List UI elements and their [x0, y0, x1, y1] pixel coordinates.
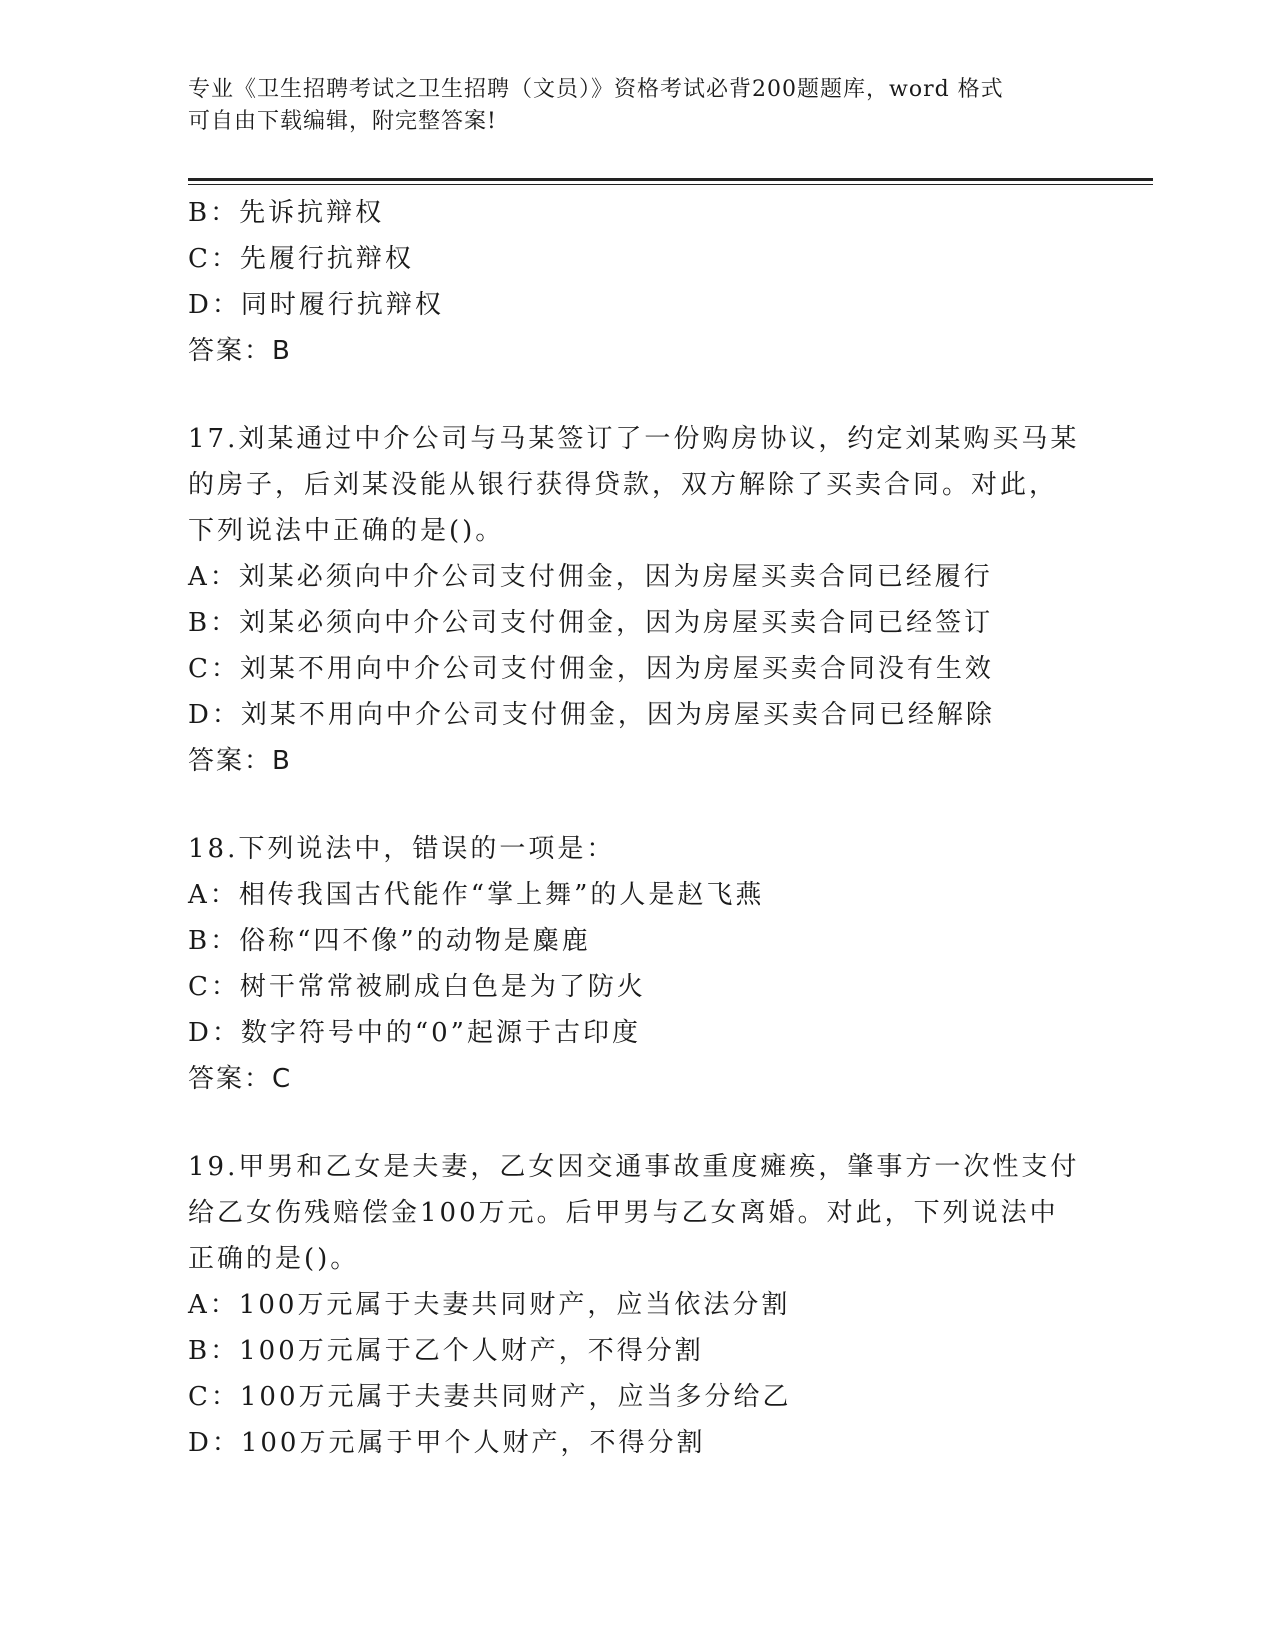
- question-stem-line: 下列说法中正确的是()。: [188, 516, 505, 546]
- question-stem-line: 17.刘某通过中介公司与马某签订了一份购房协议，约定刘某购买马某: [188, 424, 1080, 454]
- option-b: B：100万元属于乙个人财产，不得分割: [188, 1336, 704, 1366]
- question-list: [188, 190, 1088, 1466]
- header-rule-thin: [188, 184, 1153, 185]
- option-c: C：先履行抗辩权: [188, 244, 414, 274]
- option-c: C：100万元属于夫妻共同财产，应当多分给乙: [188, 1382, 792, 1412]
- option-c: C：刘某不用向中介公司支付佣金，因为房屋买卖合同没有生效: [188, 654, 994, 684]
- option-c: C：树干常常被刷成白色是为了防火: [188, 972, 646, 1002]
- option-d: D：刘某不用向中介公司支付佣金，因为房屋买卖合同已经解除: [188, 700, 995, 730]
- question-stem-line: 的房子，后刘某没能从银行获得贷款，双方解除了买卖合同。对此，: [188, 470, 1059, 500]
- option-b: B：俗称“四不像”的动物是麋鹿: [188, 926, 591, 956]
- spacer: [188, 1102, 1088, 1144]
- option-b: B：刘某必须向中介公司支付佣金，因为房屋买卖合同已经签订: [188, 608, 994, 638]
- option-d: D：同时履行抗辩权: [188, 290, 444, 320]
- question-16: [188, 190, 1088, 374]
- option-d: D：100万元属于甲个人财产，不得分割: [188, 1428, 706, 1458]
- spacer: [188, 784, 1088, 826]
- header-rule-thick: [188, 178, 1153, 181]
- question-stem-line: 18.下列说法中，错误的一项是：: [188, 834, 616, 864]
- answer: 答案：C: [188, 1064, 293, 1094]
- spacer: [188, 374, 1088, 416]
- document-header: [188, 74, 1088, 138]
- header-title-line-2: 可自由下载编辑，附完整答案!: [188, 109, 497, 134]
- question-stem-line: 19.甲男和乙女是夫妻，乙女因交通事故重度瘫痪，肇事方一次性支付: [188, 1152, 1080, 1182]
- question-19: [188, 1144, 1088, 1466]
- option-d: D：数字符号中的“0”起源于古印度: [188, 1018, 641, 1048]
- question-stem-line: 给乙女伤残赔偿金100万元。后甲男与乙女离婚。对此，下列说法中: [188, 1198, 1059, 1228]
- option-a: A：相传我国古代能作“掌上舞”的人是赵飞燕: [188, 880, 765, 910]
- option-a: A：刘某必须向中介公司支付佣金，因为房屋买卖合同已经履行: [188, 562, 993, 592]
- option-a: A：100万元属于夫妻共同财产，应当依法分割: [188, 1290, 791, 1320]
- question-18: [188, 826, 1088, 1102]
- header-title-line-1: 专业《卫生招聘考试之卫生招聘（文员）》资格考试必背200题题库，word 格式: [188, 77, 1004, 102]
- question-17: [188, 416, 1088, 784]
- answer: 答案：B: [188, 746, 292, 776]
- question-stem-line: 正确的是()。: [188, 1244, 360, 1274]
- answer: 答案：B: [188, 336, 292, 366]
- option-b: B：先诉抗辩权: [188, 198, 385, 228]
